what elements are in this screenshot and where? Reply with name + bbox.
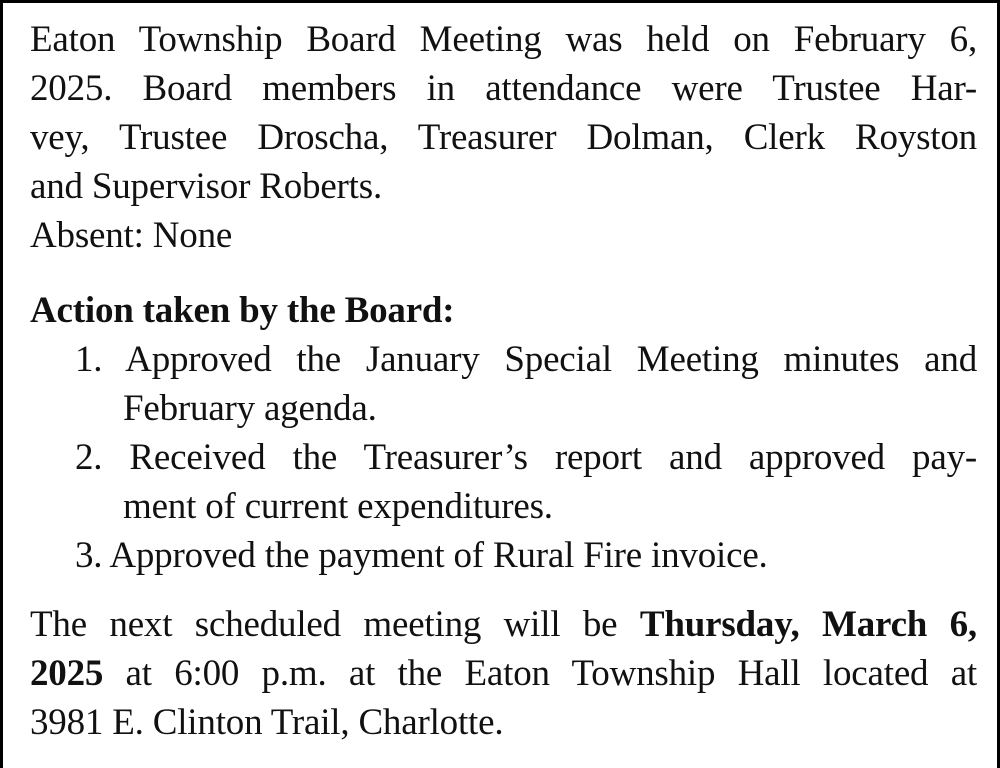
next-meeting-date: Thursday, March 6, — [639, 604, 977, 645]
next-meeting-paragraph — [30, 600, 977, 747]
action-item-3-text: 3. Approved the payment of Rural Fire invoice. — [75, 535, 768, 576]
next-meeting-address: 3981 E. Clinton Trail, Charlotte. — [30, 702, 504, 743]
action-item-3 — [30, 531, 977, 580]
action-item-2-continuation: ment of current expenditures. — [123, 486, 553, 527]
intro-line-1: Eaton Township Board Meeting was held on February 6, — [30, 19, 977, 60]
action-item-1-continuation: February agenda. — [123, 388, 377, 429]
action-item-2 — [30, 433, 977, 531]
intro-line-3: vey, Trustee Droscha, Treasurer Dolman, Clerk Royston — [30, 117, 977, 158]
actions-heading: Action taken by the Board: — [30, 290, 455, 331]
next-meeting-line-2 — [30, 649, 977, 698]
intro-paragraph — [30, 15, 977, 260]
next-meeting-intro: The next scheduled meeting will be — [30, 604, 640, 645]
action-item-1 — [30, 335, 977, 433]
action-item-2-text: 2. Received the Treasurer’s report and approved pay- — [75, 437, 977, 478]
intro-line-4: and Supervisor Roberts. — [30, 166, 382, 207]
action-item-1-text: 1. Approved the January Special Meeting minutes and — [75, 339, 977, 380]
next-meeting-year: 2025 — [30, 653, 104, 694]
next-meeting-time-location: at 6:00 p.m. at the Eaton Township Hall located at — [103, 653, 977, 694]
next-meeting-line-1 — [30, 600, 977, 649]
absent-line: Absent: None — [30, 215, 233, 256]
intro-line-2: 2025. Board members in attendance were Trustee Har- — [30, 68, 977, 109]
actions-section — [30, 286, 977, 580]
